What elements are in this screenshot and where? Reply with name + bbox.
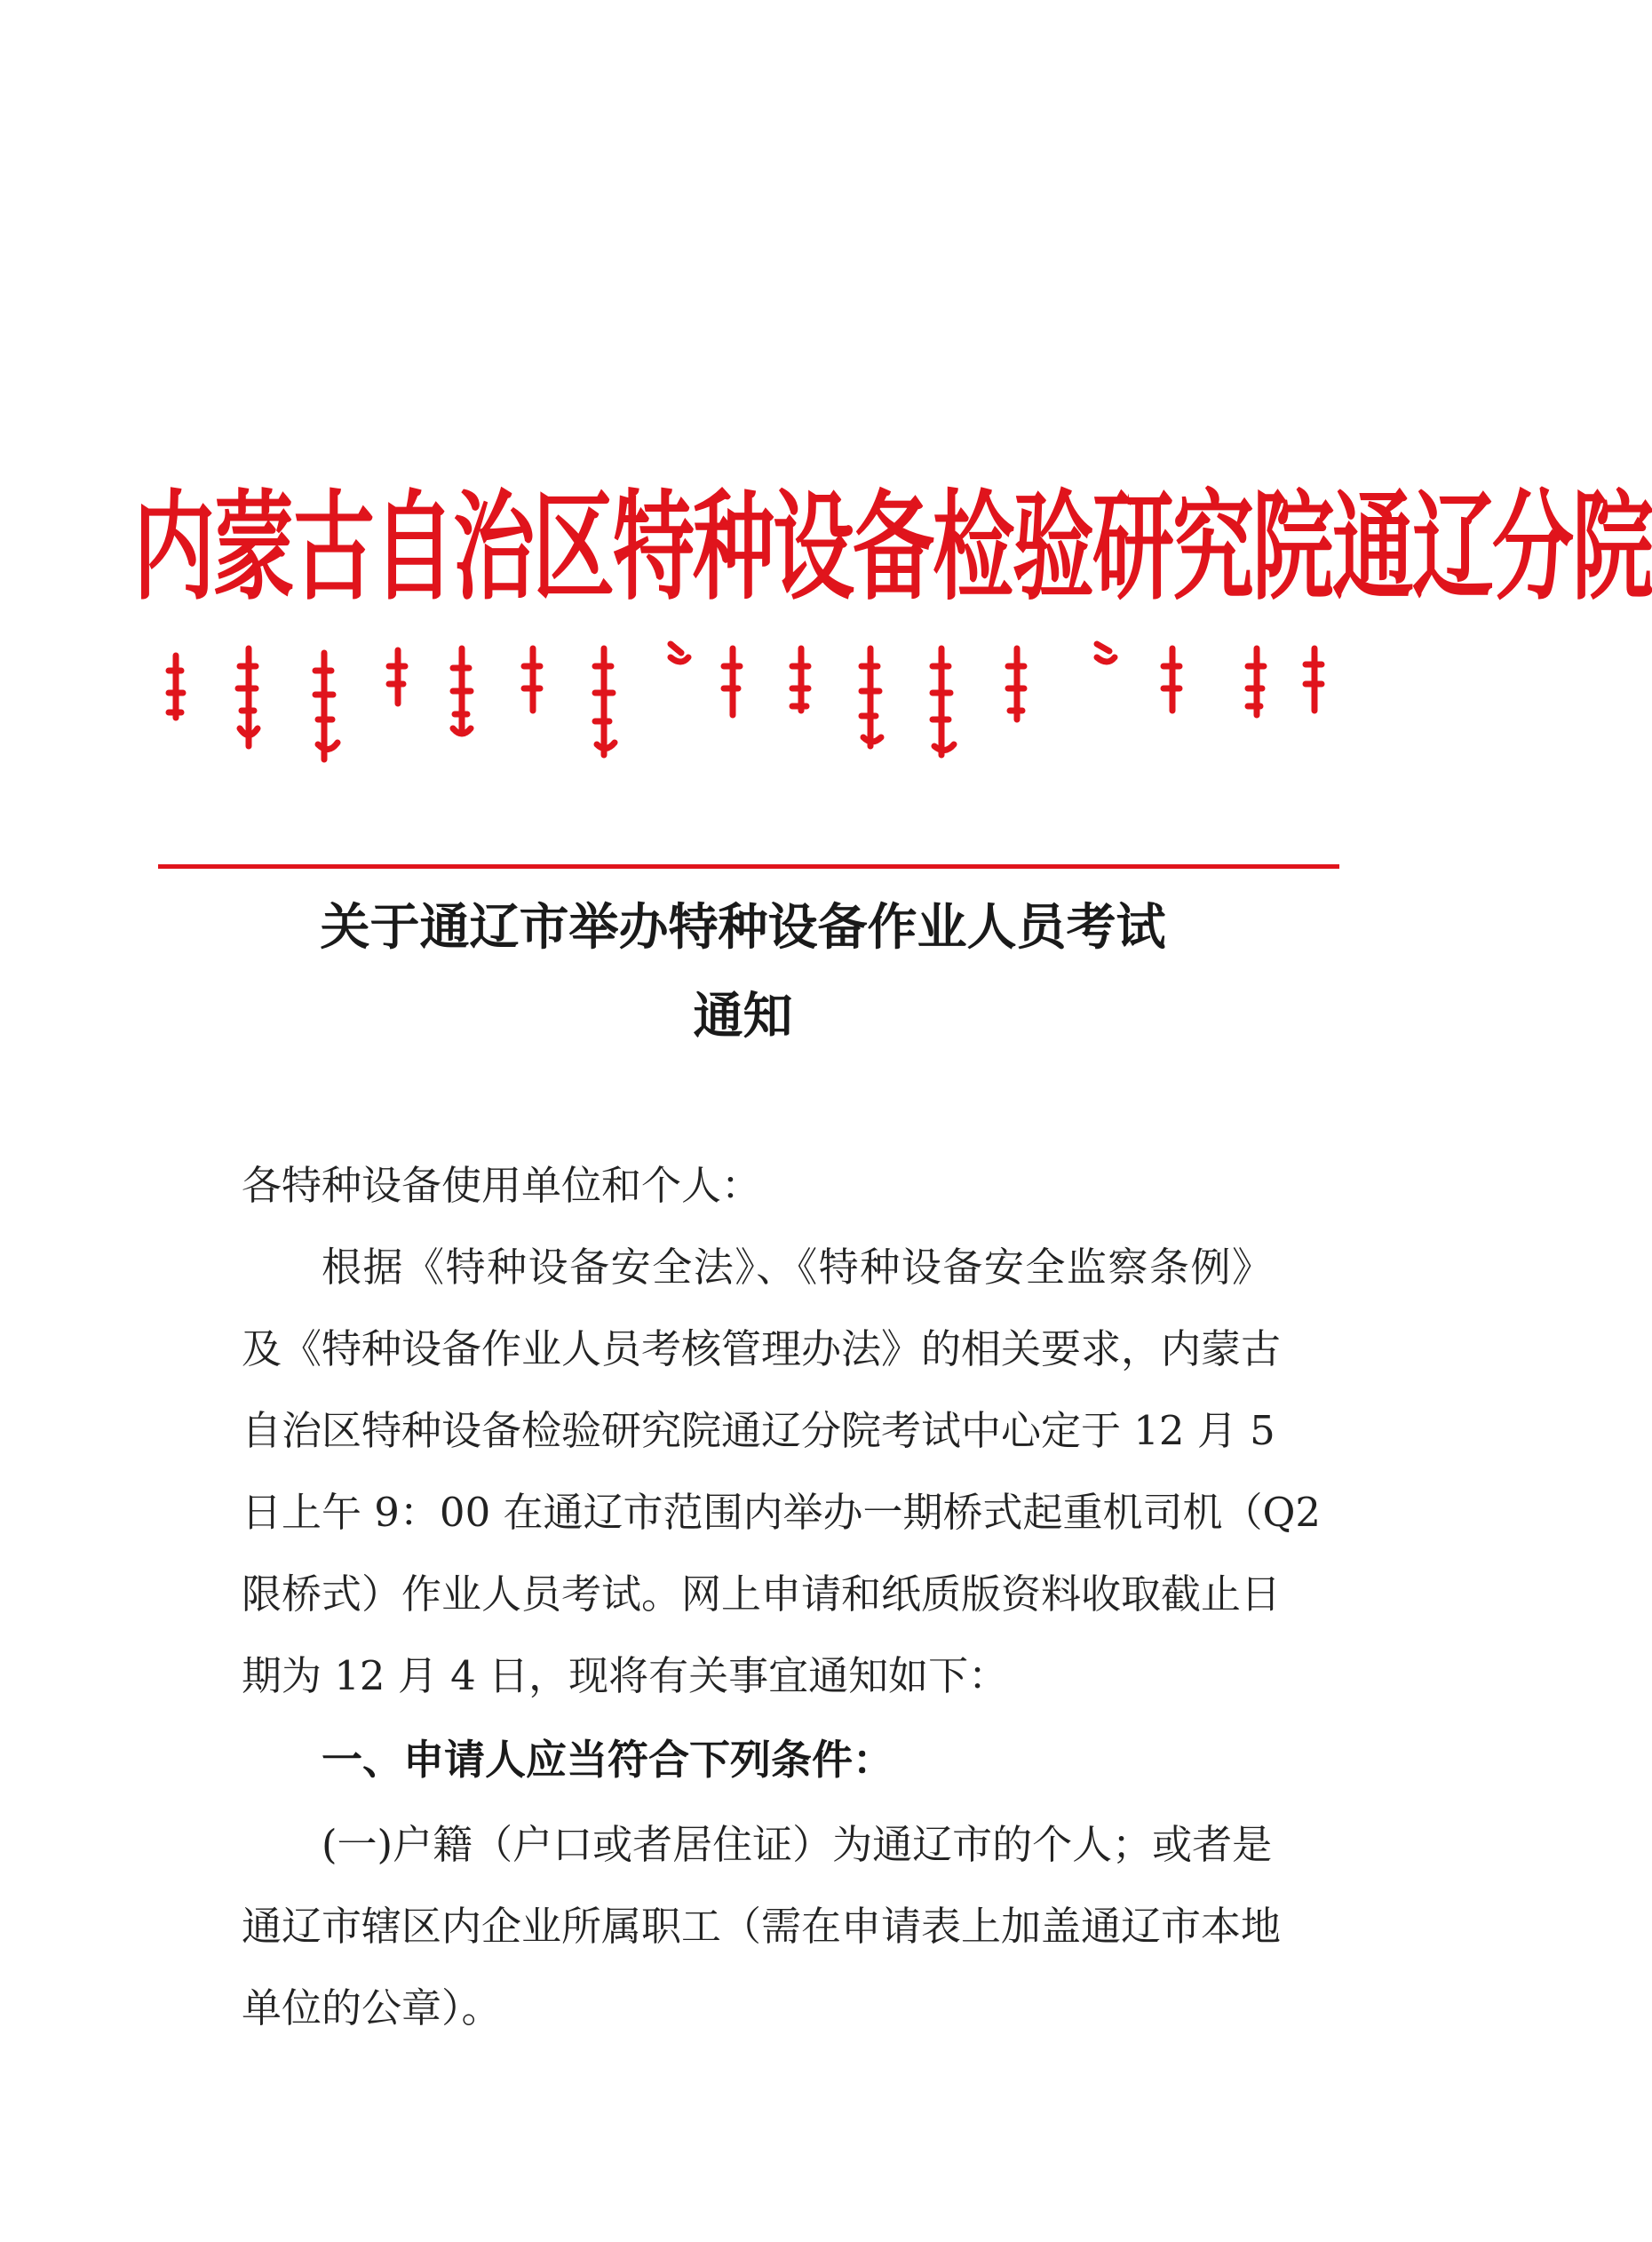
paragraph-line: 日上午 9：00 在通辽市范围内举办一期桥式起重机司机（Q2 (242, 1489, 1322, 1536)
paragraph-line: 期为 12 月 4 日，现将有关事宜通知如下： (242, 1652, 1009, 1699)
salutation: 各特种设备使用单位和个人： (242, 1162, 762, 1209)
letterhead-org-name: 内蒙古自治区特种设备检验研究院通辽分院 (133, 477, 1652, 617)
section-heading: 一、申请人应当符合下列条件： (322, 1736, 894, 1784)
paragraph-line: 通辽市辖区内企业所属职工（需在申请表上加盖通辽市本地 (242, 1903, 1282, 1950)
letterhead-divider (158, 864, 1339, 869)
mongolian-script-graphic (160, 640, 1332, 773)
paragraph-line: 自治区特种设备检验研究院通辽分院考试中心定于 12 月 5 (242, 1407, 1275, 1454)
paragraph-line: 单位的公章）。 (242, 1984, 502, 2031)
paragraph-line: (一)户籍（户口或者居住证）为通辽市的个人；或者是 (322, 1821, 1273, 1868)
paragraph-line: 及《特种设备作业人员考核管理办法》的相关要求，内蒙古 (242, 1325, 1282, 1372)
notice-title-line2: 通知 (693, 988, 793, 1045)
paragraph-line: 根据《特种设备安全法》、《特种设备安全监察条例》 (322, 1244, 1272, 1291)
mongolian-script-logo (160, 640, 1332, 773)
paragraph-line: 限桥式）作业人员考试。网上申请和纸质版资料收取截止日 (242, 1570, 1282, 1618)
notice-title-line1: 关于通辽市举办特种设备作业人员考试 (320, 899, 1166, 957)
